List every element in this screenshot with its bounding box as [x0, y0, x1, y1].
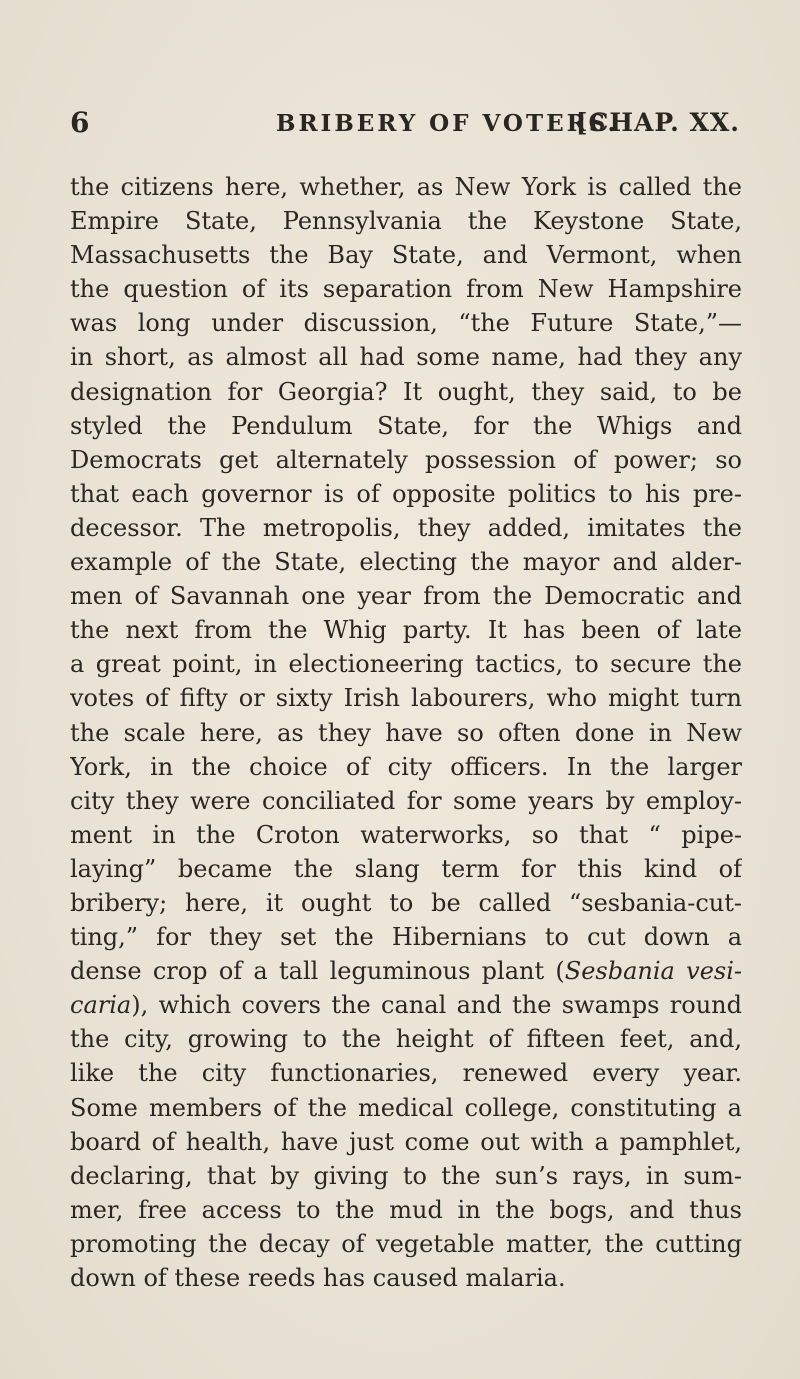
text-line: caria), which covers the canal and the swamps round — [70, 991, 742, 1020]
text-line: a great point, in electioneering tactics, to secure the — [70, 650, 742, 679]
text-line: votes of fifty or sixty Irish labourers, who might turn — [70, 684, 742, 713]
body-paragraph — [70, 170, 742, 1295]
text-line: designation for Georgia? It ought, they said, to be — [70, 377, 742, 406]
text-line: mer, free access to the mud in the bogs, and thus — [70, 1195, 742, 1224]
text-line: the next from the Whig party. It has been of late — [70, 616, 742, 645]
text-line: the scale here, as they have so often done in New — [70, 718, 742, 747]
text-line: declaring, that by giving to the sun’s rays, in sum- — [70, 1161, 742, 1190]
text-line: was long under discussion, “the Future State,”— — [70, 309, 742, 338]
text-line: in short, as almost all had some name, had they any — [70, 343, 742, 372]
text-line: York, in the choice of city officers. In the larger — [70, 752, 742, 781]
text-line: the citizens here, whether, as New York is called the — [70, 173, 742, 201]
text-line: down of these reeds has caused malaria. — [70, 1264, 566, 1292]
text-line: the question of its separation from New Hampshire — [70, 275, 742, 304]
text-line: dense crop of a tall leguminous plant (Sesbania vesi- — [70, 957, 742, 986]
text-line: bribery; here, it ought to be called “sesbania-cut- — [70, 888, 742, 917]
text-line: men of Savannah one year from the Democratic and — [70, 582, 742, 611]
text-line: Empire State, Pennsylvania the Keystone State, — [70, 207, 742, 236]
text-line: decessor. The metropolis, they added, imitates the — [70, 513, 742, 542]
text-line: laying” became the slang term for this kind of — [70, 854, 742, 883]
chapter-reference: [CHAP. XX. — [575, 108, 740, 137]
text-line: board of health, have just come out with a pamphlet, — [70, 1127, 742, 1156]
text-line: ment in the Croton waterworks, so that “ pipe- — [70, 820, 742, 849]
text-line: that each governor is of opposite politics to his pre- — [70, 479, 742, 508]
page-header — [70, 106, 740, 146]
text-line: promoting the decay of vegetable matter, the cutting — [70, 1229, 742, 1258]
text-line: like the city functionaries, renewed every year. — [70, 1059, 742, 1088]
page-number: 6 — [70, 106, 91, 139]
text-line: example of the State, electing the mayor and alder- — [70, 548, 742, 577]
text-line: city they were conciliated for some years by employ- — [70, 786, 742, 815]
text-line: Some members of the medical college, constituting a — [70, 1093, 742, 1122]
running-head: BRIBERY OF VOTERS. — [276, 110, 619, 137]
text-line: ting,” for they set the Hibernians to cut down a — [70, 923, 742, 952]
text-line: styled the Pendulum State, for the Whigs and — [70, 411, 742, 440]
text-line: Democrats get alternately possession of power; so — [70, 445, 742, 474]
text-line: the city, growing to the height of fifteen feet, and, — [70, 1025, 742, 1054]
text-line: Massachusetts the Bay State, and Vermont, when — [70, 241, 742, 270]
